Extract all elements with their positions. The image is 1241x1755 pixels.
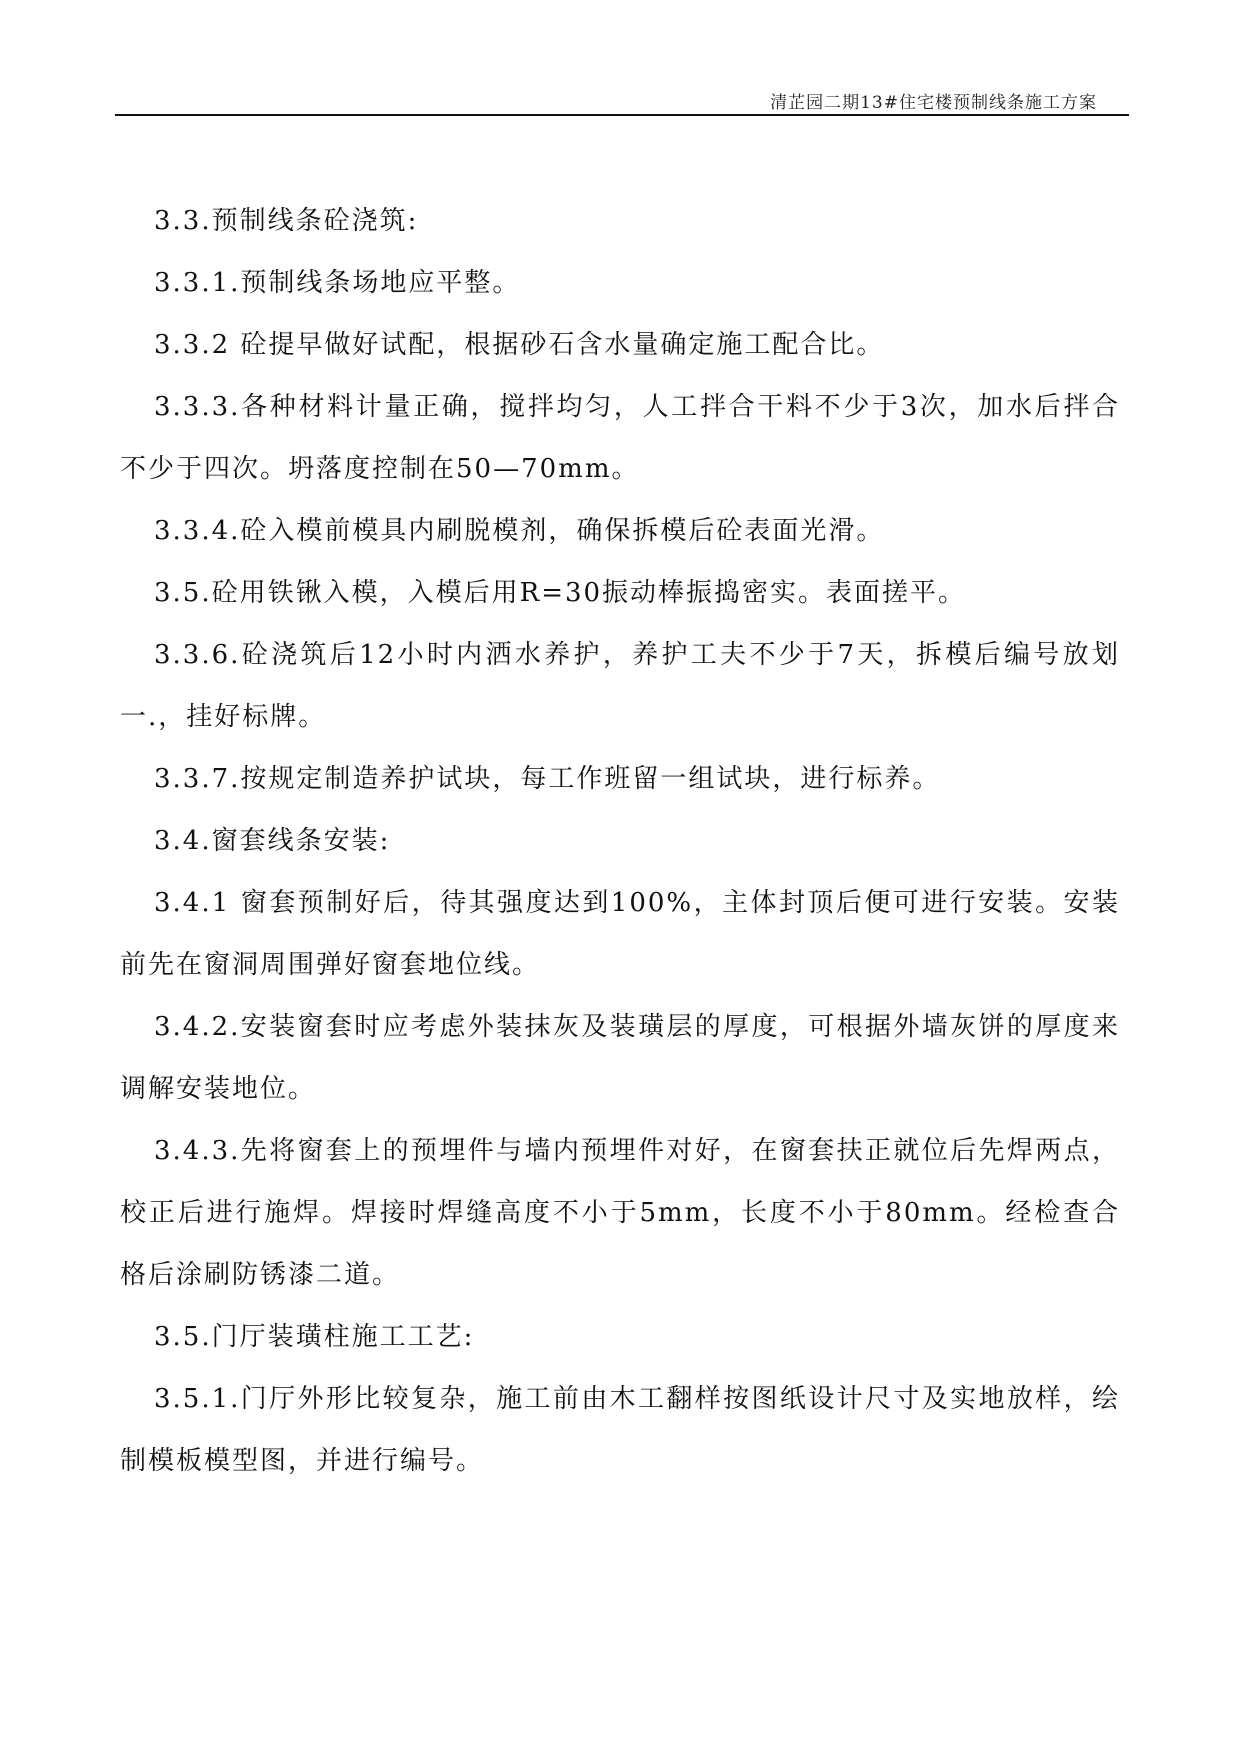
header-title: 清芷园二期13#住宅楼预制线条施工方案 bbox=[770, 93, 1097, 113]
paragraph: 3.5.门厅装璜柱施工工艺: bbox=[154, 1322, 475, 1352]
paragraph: 3.4.1 窗套预制好后，待其强度达到100%，主体封顶后便可进行安装。安装前先在窗洞周围弹好窗套地位线。 bbox=[120, 888, 1120, 980]
paragraph: 3.3.预制线条砼浇筑: bbox=[154, 206, 419, 236]
paragraph: 3.3.4.砼入模前模具内刷脱模剂，确保拆模后砼表面光滑。 bbox=[154, 516, 885, 546]
paragraph: 3.3.2 砼提早做好试配，根据砂石含水量确定施工配合比。 bbox=[154, 330, 885, 360]
header-rule bbox=[115, 114, 1129, 116]
paragraph: 3.5.1.门厅外形比较复杂，施工前由木工翻样按图纸设计尺寸及实地放样，绘制模板模型图，并进行编号。 bbox=[120, 1384, 1120, 1476]
paragraph: 3.5.砼用铁锹入模，入模后用R=30振动棒振捣密实。表面搓平。 bbox=[154, 578, 967, 608]
paragraph: 3.3.3.各种材料计量正确，搅拌均匀，人工拌合干料不少于3次，加水后拌合不少于四次。坍落度控制在50—70mm。 bbox=[120, 392, 1120, 484]
paragraph: 3.4.2.安装窗套时应考虑外装抹灰及装璜层的厚度，可根据外墙灰饼的厚度来调解安装地位。 bbox=[120, 1012, 1120, 1104]
paragraph: 3.4.3.先将窗套上的预埋件与墙内预埋件对好，在窗套扶正就位后先焊两点，校正后进行施焊。焊接时焊缝高度不小于5mm，长度不小于80mm。经检查合格后涂刷防锈漆二道。 bbox=[120, 1136, 1120, 1290]
page-header bbox=[115, 80, 1129, 116]
paragraph: 3.3.6.砼浇筑后12小时内洒水养护，养护工夫不少于7天，拆模后编号放划一.，挂好标牌。 bbox=[120, 640, 1120, 732]
paragraph: 3.4.窗套线条安装: bbox=[154, 826, 391, 856]
document-body bbox=[120, 190, 1120, 1492]
paragraph: 3.3.7.按规定制造养护试块，每工作班留一组试块，进行标养。 bbox=[154, 764, 941, 794]
paragraph: 3.3.1.预制线条场地应平整。 bbox=[154, 268, 521, 298]
